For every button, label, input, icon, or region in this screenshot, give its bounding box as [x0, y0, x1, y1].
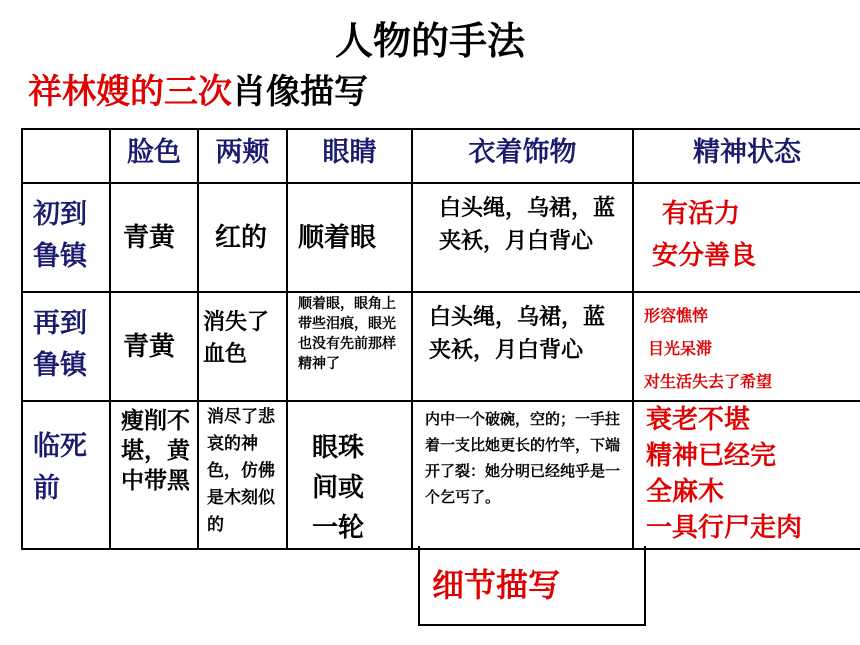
row-label: 初到鲁镇	[22, 183, 110, 292]
table-row	[22, 292, 860, 401]
cell-cheeks: 消失了血色	[198, 292, 287, 401]
cell-eyes: 顺着眼	[287, 183, 412, 292]
cell-clothes: 内中一个破碗，空的；一手拄着一支比她更长的竹竿，下端开了裂：她分明已经纯乎是一个乞丐了。	[412, 401, 633, 549]
cell-face: 青黄	[110, 292, 198, 401]
cell-spirit	[633, 183, 860, 292]
detail-label: 细节描写	[432, 566, 561, 604]
spirit-line: 有活力	[662, 199, 741, 229]
cell-face: 瘦削不堪，黄中带黑	[110, 401, 198, 549]
spirit-line: 衰老不堪	[646, 405, 751, 435]
row-label: 再到鲁镇	[22, 292, 110, 401]
header-face: 脸色	[110, 129, 198, 183]
spirit-line: 对生活失去了希望	[644, 372, 773, 391]
cell-face: 青黄	[110, 183, 198, 292]
cell-clothes: 白头绳，乌裙，蓝夹袄，月白背心	[412, 183, 633, 292]
header-cheeks: 两颊	[198, 129, 287, 183]
table-row	[22, 183, 860, 292]
row-label: 临死前	[22, 401, 110, 549]
header-eyes: 眼睛	[287, 129, 412, 183]
subtitle-rest: 肖像描写	[232, 72, 368, 112]
cell-spirit	[633, 292, 860, 401]
spirit-line: 精神已经完	[646, 441, 777, 471]
cell-clothes: 白头绳，乌裙，蓝夹袄，月白背心	[412, 292, 633, 401]
spirit-line: 全麻木	[646, 477, 725, 507]
table-row	[22, 401, 860, 549]
cell-spirit	[633, 401, 860, 549]
subtitle	[28, 64, 368, 113]
spirit-line: 一具行尸走肉	[646, 513, 803, 543]
spirit-line: 目光呆滞	[648, 339, 713, 358]
subtitle-highlight: 祥林嫂的三次	[28, 72, 232, 112]
spirit-line: 安分善良	[652, 241, 757, 271]
spirit-line: 形容憔悴	[644, 306, 709, 325]
header-corner	[22, 129, 110, 183]
cell-cheeks: 消尽了悲哀的神色，仿佛是木刻似的	[198, 401, 287, 549]
header-row	[22, 129, 860, 183]
cell-eyes: 顺着眼，眼角上带些泪痕，眼光也没有先前那样精神了	[287, 292, 412, 401]
header-spirit: 精神状态	[633, 129, 860, 183]
cell-eyes: 眼珠间或一轮	[287, 401, 412, 549]
detail-callout-box	[418, 546, 646, 626]
portrait-table	[21, 128, 860, 550]
cell-cheeks: 红的	[198, 183, 287, 292]
page-title: 人物的手法	[334, 18, 525, 63]
header-clothes: 衣着饰物	[412, 129, 633, 183]
